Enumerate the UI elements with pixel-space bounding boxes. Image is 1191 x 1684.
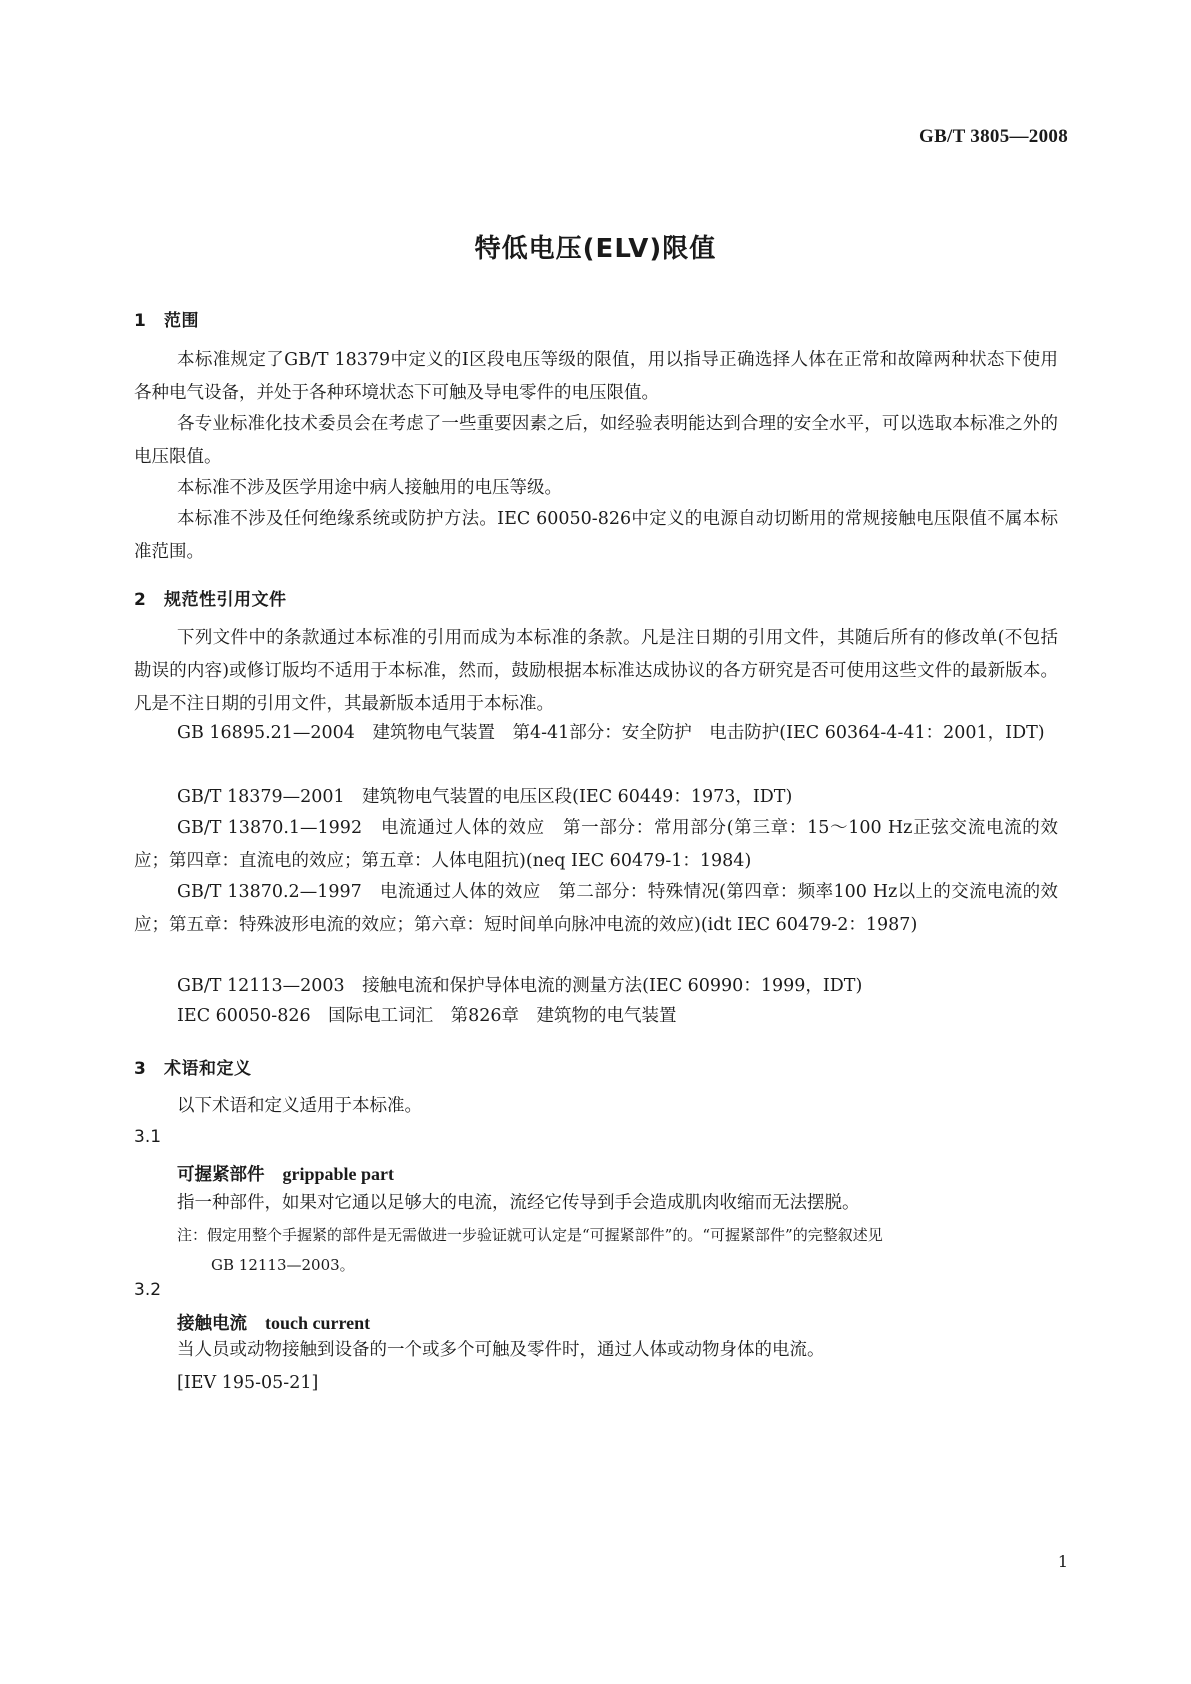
section-title: 术语和定义 — [164, 1059, 252, 1079]
note-text: 假定用整个手握紧的部件是无需做进一步验证就可认定是“可握紧部件”的。“可握紧部件”的完整叙述见 — [207, 1226, 883, 1244]
term-note — [177, 1220, 1058, 1280]
section-heading-normative-references — [134, 585, 287, 610]
page-number: 1 — [1057, 1552, 1068, 1571]
term-heading — [177, 1161, 394, 1186]
references-intro: 下列文件中的条款通过本标准的引用而成为本标准的条款。凡是注日期的引用文件，其随后所有的修改单(不包括勘误的内容)或修订版均不适用于本标准，然而，鼓励根据本标准达成协议的各方研究是否可使用这些文件的最新版本。凡是不注日期的引用文件，其最新版本适用于本标准。 — [134, 628, 1058, 714]
reference-item: GB/T 12113—2003 接触电流和保护导体电流的测量方法(IEC 60990：1999，IDT) — [177, 976, 863, 996]
term-heading — [177, 1310, 370, 1335]
note-text-continued: GB 12113—2003。 — [211, 1256, 355, 1274]
section-number: 1 — [134, 311, 147, 331]
term-zh: 接触电流 — [177, 1314, 247, 1334]
term-definition: 指一种部件，如果对它通以足够大的电流，流经它传导到手会造成肌肉收缩而无法摆脱。 — [177, 1193, 860, 1213]
reference-item: GB/T 13870.2—1997 电流通过人体的效应 第二部分：特殊情况(第四章：频率100 Hz以上的交流电流的效应；第五章：特殊波形电流的效应；第六章：短时间单向脉冲电流的效应)(idt IEC 60479-2：1987) — [134, 882, 1058, 935]
term-source: [IEV 195-05-21] — [177, 1373, 319, 1393]
scope-paragraph-1: 本标准规定了GB/T 18379中定义的Ⅰ区段电压等级的限值，用以指导正确选择人体在正常和故障两种状态下使用各种电气设备，并处于各种环境状态下可触及导电零件的电压限值。 — [134, 350, 1058, 403]
terms-intro: 以下术语和定义适用于本标准。 — [177, 1096, 422, 1116]
section-heading-terms-definitions — [134, 1054, 252, 1079]
standard-code: GB/T 3805—2008 — [918, 126, 1068, 147]
section-number: 3 — [134, 1059, 147, 1079]
document-title: 特低电压(ELV)限值 — [474, 234, 717, 264]
section-heading-scope — [134, 306, 199, 331]
term-en: grippable part — [282, 1164, 395, 1184]
clause-number: 3.2 — [134, 1280, 162, 1300]
section-title: 规范性引用文件 — [164, 590, 287, 610]
scope-paragraph-4: 本标准不涉及任何绝缘系统或防护方法。IEC 60050-826中定义的电源自动切断用的常规接触电压限值不属本标准范围。 — [134, 509, 1058, 562]
section-number: 2 — [134, 590, 147, 610]
term-zh: 可握紧部件 — [177, 1165, 265, 1185]
term-definition: 当人员或动物接触到设备的一个或多个可触及零件时，通过人体或动物身体的电流。 — [177, 1340, 825, 1360]
note-label: 注： — [177, 1226, 208, 1244]
reference-item: GB 16895.21—2004 建筑物电气装置 第4-41部分：安全防护 电击防护(IEC 60364-4-41：2001，IDT) — [177, 723, 1045, 743]
scope-paragraph-2: 各专业标准化技术委员会在考虑了一些重要因素之后，如经验表明能达到合理的安全水平，可以选取本标准之外的电压限值。 — [134, 414, 1058, 467]
scope-paragraph-3: 本标准不涉及医学用途中病人接触用的电压等级。 — [177, 478, 562, 498]
reference-item: GB/T 18379—2001 建筑物电气装置的电压区段(IEC 60449：1973，IDT) — [177, 787, 793, 807]
term-en: touch current — [265, 1313, 371, 1333]
reference-item: IEC 60050-826 国际电工词汇 第826章 建筑物的电气装置 — [177, 1006, 677, 1026]
reference-item: GB/T 13870.1—1992 电流通过人体的效应 第一部分：常用部分(第三章：15～100 Hz正弦交流电流的效应；第四章：直流电的效应；第五章：人体电阻抗)(neq IEC 60479-1：1984) — [134, 818, 1058, 871]
section-title: 范围 — [164, 311, 199, 331]
clause-number: 3.1 — [134, 1127, 162, 1147]
